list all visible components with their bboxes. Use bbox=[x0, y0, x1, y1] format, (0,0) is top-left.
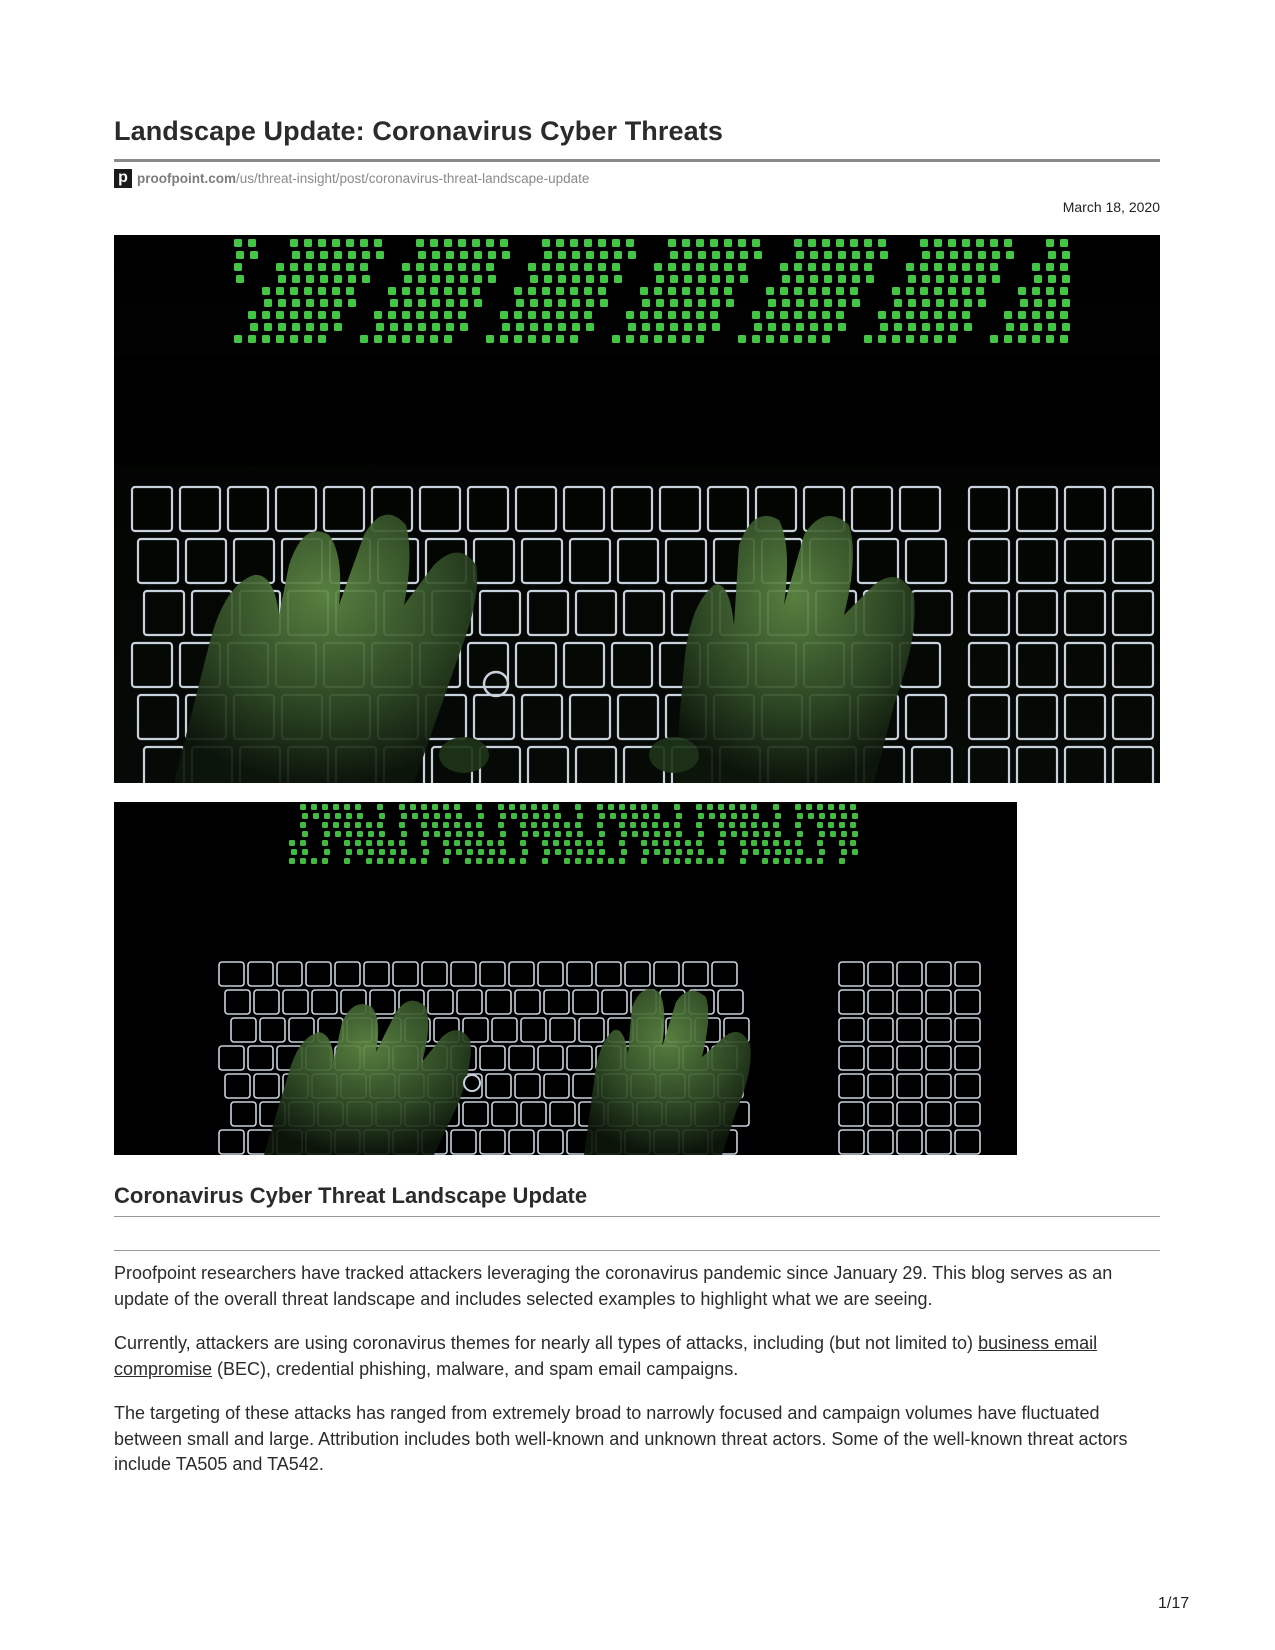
paragraph-targeting: The targeting of these attacks has ranged from extremely broad to narrowly focused and campaign volumes have fluctuated between small and large. Attribution includes both well-known and unknown threat actors. Some of the well-known threat actors include TA505 and TA542. bbox=[114, 1403, 1128, 1474]
section-divider bbox=[114, 1250, 1160, 1251]
secondary-image bbox=[114, 802, 1017, 1155]
source-url[interactable] bbox=[114, 168, 589, 188]
page-title: Landscape Update: Coronavirus Cyber Threats bbox=[114, 116, 723, 146]
hero-image bbox=[114, 235, 1160, 783]
bec-link[interactable]: business email compromise bbox=[114, 1333, 1098, 1379]
paragraph-attack-types bbox=[114, 1331, 1164, 1382]
source-domain: proofpoint.com bbox=[137, 170, 236, 186]
post-date: March 18, 2020 bbox=[1062, 199, 1160, 215]
section-heading: Coronavirus Cyber Threat Landscape Update bbox=[114, 1183, 588, 1208]
proofpoint-logo-icon: p bbox=[114, 169, 132, 188]
section-divider bbox=[114, 1216, 1160, 1217]
source-path: /us/threat-insight/post/coronavirus-threat-landscape-update bbox=[235, 170, 590, 186]
paragraph-intro: Proofpoint researchers have tracked attackers leveraging the coronavirus pandemic since January 29. This blog serves as an update of the overall threat landscape and includes selected examples to highlight what we are seeing. bbox=[114, 1263, 1113, 1309]
paragraph-text: (BEC), credential phishing, malware, and spam email campaigns. bbox=[212, 1358, 739, 1379]
paragraph-text: Currently, attackers are using coronavirus themes for nearly all types of attacks, including (but not limited to) bbox=[114, 1333, 979, 1353]
page-number: 1/17 bbox=[1158, 1595, 1190, 1612]
title-divider bbox=[114, 159, 1160, 162]
